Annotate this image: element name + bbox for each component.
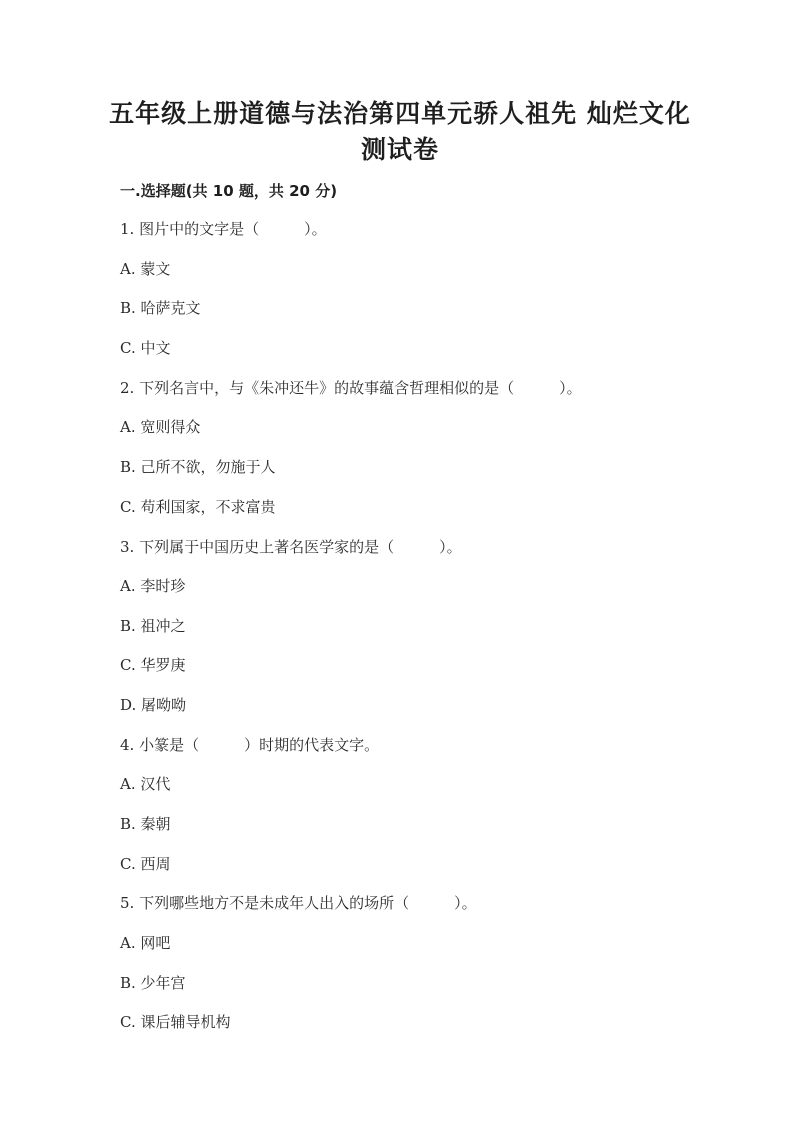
question-1-option-a: A. 蒙文 [120,260,171,278]
question-2-stem: 2. 下列名言中，与《朱冲还牛》的故事蕴含哲理相似的是（ ）。 [120,379,582,397]
question-1-option-b: B. 哈萨克文 [120,299,201,317]
question-5-option-b: B. 少年宫 [120,974,186,992]
question-4-option-c: C. 西周 [120,855,171,873]
question-3-stem: 3. 下列属于中国历史上著名医学家的是（ ）。 [120,538,462,556]
question-3-option-b: B. 祖冲之 [120,617,186,635]
question-3-option-c: C. 华罗庚 [120,656,186,674]
question-5-stem: 5. 下列哪些地方不是未成年人出入的场所（ ）。 [120,894,477,912]
question-2-option-a: A. 宽则得众 [120,418,201,436]
question-4-option-a: A. 汉代 [120,775,171,793]
question-1-option-c: C. 中文 [120,339,171,357]
question-3-option-a: A. 李时珍 [120,577,186,595]
page-title-line-2: 测试卷 [360,135,439,164]
question-1-stem: 1. 图片中的文字是（ ）。 [120,220,327,238]
section-heading: 一.选择题(共 10 题，共 20 分) [120,182,338,200]
question-5-option-c: C. 课后辅导机构 [120,1013,231,1031]
question-4-option-b: B. 秦朝 [120,815,171,833]
page-title-line-1: 五年级上册道德与法治第四单元骄人祖先 灿烂文化 [109,99,691,128]
question-3-option-d: D. 屠呦呦 [120,696,187,714]
question-4-stem: 4. 小篆是（ ）时期的代表文字。 [120,736,380,754]
question-5-option-a: A. 网吧 [120,934,171,952]
question-2-option-c: C. 苟利国家，不求富贵 [120,498,276,516]
question-2-option-b: B. 己所不欲，勿施于人 [120,458,276,476]
